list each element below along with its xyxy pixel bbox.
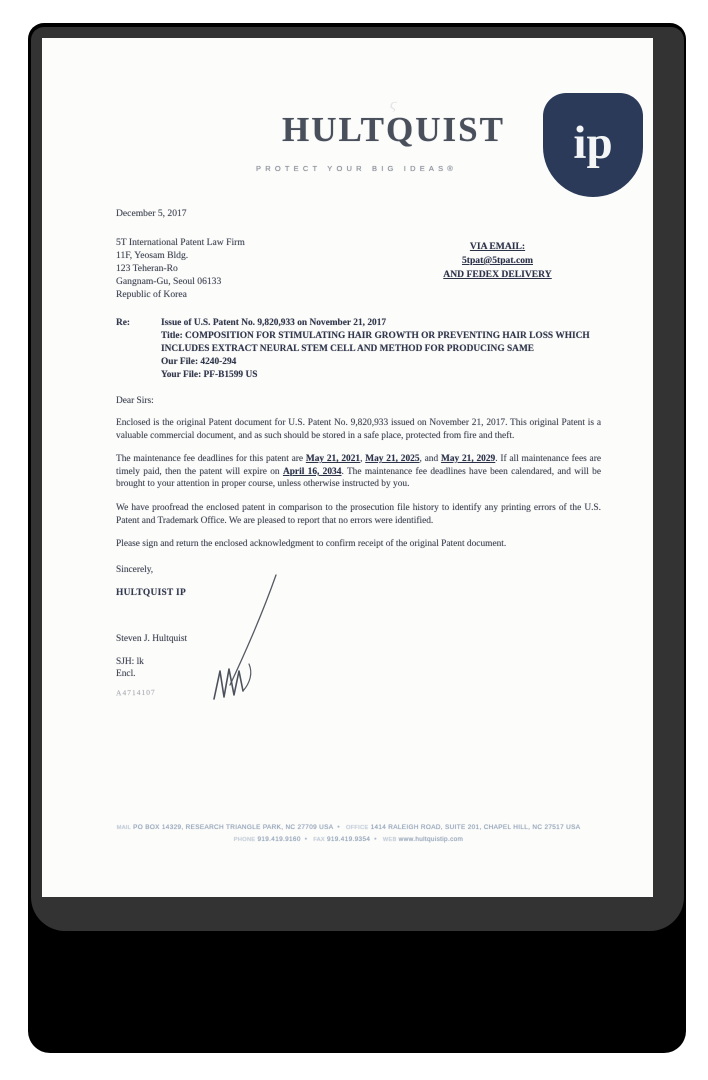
recipient-country: Republic of Korea xyxy=(116,289,187,300)
footer-address-line xyxy=(42,822,653,834)
scan-artifact: ϛ xyxy=(388,95,399,114)
closing-block xyxy=(116,565,601,698)
p2-text: The maintenance fee deadlines for this patent are xyxy=(116,454,306,465)
recipient-firm: 5T International Patent Law Firm xyxy=(116,237,245,248)
maintenance-date-1: May 21, 2021 xyxy=(305,454,361,465)
footer-website: www.hultquistip.com xyxy=(398,836,464,843)
recipient-building: 11F, Yeosam Bldg. xyxy=(116,250,189,261)
enclosure-line: Encl. xyxy=(116,669,136,680)
closing-sincerely: Sincerely, xyxy=(116,564,154,575)
footer-bullet: • xyxy=(337,824,340,831)
letter-date: December 5, 2017 xyxy=(116,208,187,219)
footer-phone-label: PHONE xyxy=(233,837,256,843)
via-email-label: VIA EMAIL: xyxy=(469,241,526,252)
p2-text: . If all maintenance fees are timely paid, then the patent will expire on xyxy=(116,454,601,477)
maintenance-date-2: May 21, 2025 xyxy=(365,454,420,465)
fedex-delivery-label: AND FEDEX DELIVERY xyxy=(443,269,552,280)
footer-bullet: • xyxy=(304,836,308,843)
footer-mail-label: MAIL xyxy=(116,825,132,831)
signer-name: Steven J. Hultquist xyxy=(116,633,188,644)
re-block xyxy=(116,317,601,382)
document-reference-number: A4714107 xyxy=(115,687,156,698)
typist-initials xyxy=(116,656,601,681)
re-patent-title: Title: COMPOSITION FOR STIMULATING HAIR GROWTH OR PREVENTING HAIR LOSS WHICH INCLUDES EXTRACT NEURAL STEM CELL AND METHOD FOR PRODUCING SAME xyxy=(161,331,590,354)
maintenance-date-3: May 21, 2029 xyxy=(440,454,496,465)
footer-fax-number: 919.419.9354 xyxy=(326,836,371,843)
handwritten-signature xyxy=(192,573,287,703)
footer-fax-label: FAX xyxy=(313,837,325,843)
re-label: Re: xyxy=(116,318,131,328)
re-body xyxy=(161,317,601,382)
recipient-address xyxy=(116,236,601,301)
salutation: Dear Sirs: xyxy=(116,396,154,406)
paragraph-acknowledgment: Please sign and return the enclosed acknowledgment to confirm receipt of the original Patent document. xyxy=(116,539,507,550)
paragraph-enclosed-patent: Enclosed is the original Patent document for U.S. Patent No. 9,820,933 issued on November 21, 2017. This original Patent is a valuable commercial document, and as such should be stored in a safe place, protected from fire and theft. xyxy=(116,418,601,441)
footer-contact-line xyxy=(42,834,653,846)
footer-mail-address: PO BOX 14329, RESEARCH TRIANGLE PARK, NC 27709 USA xyxy=(133,824,334,831)
letter-page xyxy=(42,38,653,897)
footer-web-label: WEB xyxy=(382,837,397,843)
email-address: 5tpat@5tpat.com xyxy=(461,255,533,266)
letter-body xyxy=(116,417,601,551)
recipient-city: Gangnam-Gu, Seoul 06133 xyxy=(116,276,222,287)
re-your-file: Your File: PF-B1599 US xyxy=(161,370,258,380)
letterhead-footer xyxy=(42,822,653,846)
closing-firm-name: HULTQUIST IP xyxy=(116,587,187,598)
logo-tagline: PROTECT YOUR BIG IDEAS® xyxy=(256,164,458,173)
re-patent-issue-line: Issue of U.S. Patent No. 9,820,933 on November 21, 2017 xyxy=(161,318,387,328)
expiry-date: April 16, 2034 xyxy=(282,466,342,477)
re-our-file: Our File: 4240-294 xyxy=(161,357,237,367)
footer-office-label: OFFICE xyxy=(345,825,369,831)
initials-line: SJH: lk xyxy=(116,656,144,667)
p2-text: , xyxy=(360,454,366,465)
footer-office-address: 1414 RALEIGH ROAD, SUITE 201, CHAPEL HILL, NC 27517 USA xyxy=(370,824,581,831)
paragraph-proofread: We have proofread the enclosed patent in comparison to the prosecution file history to identify any printing errors of the U.S. Patent and Trademark Office. We are pleased to report that no errors were identified. xyxy=(116,502,601,526)
logo-wordmark: HULTQUIST xyxy=(282,110,505,149)
footer-phone-number: 919.419.9160 xyxy=(257,836,301,843)
p2-text: . The maintenance fee deadlines have been calendared, and will be brought to your attention in proper course, unless otherwise instructed by you. xyxy=(116,466,601,490)
paragraph-maintenance-fees xyxy=(116,453,601,491)
footer-bullet: • xyxy=(374,836,377,843)
p2-text: , and xyxy=(419,454,441,465)
ip-logo-text: ip xyxy=(573,116,613,169)
recipient-street: 123 Teheran-Ro xyxy=(116,263,178,274)
